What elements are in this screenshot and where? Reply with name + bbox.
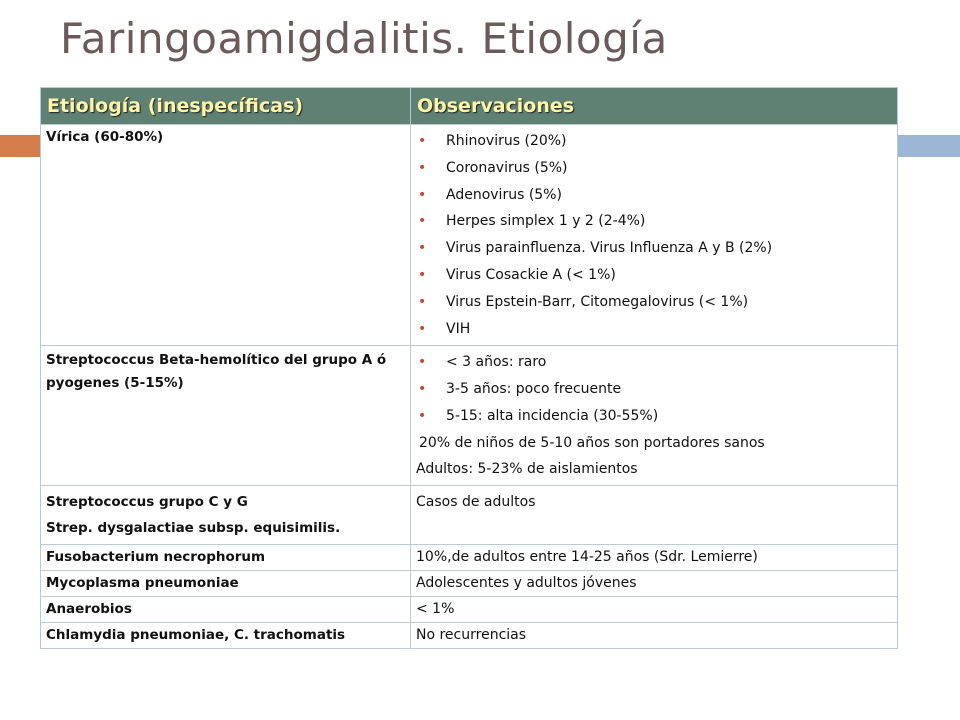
table-row [41, 596, 898, 622]
list-item: • 3-5 años: poco frecuente [416, 376, 892, 403]
table-row [41, 125, 898, 346]
observation-cell: Adolescentes y adultos jóvenes [411, 570, 898, 596]
cause-cell: Fusobacterium necrophorum [41, 544, 411, 570]
accent-bar-left [0, 135, 40, 157]
observation-list [416, 349, 892, 429]
list-item: • Herpes simplex 1 y 2 (2-4%) [416, 208, 892, 235]
table-row [41, 485, 898, 544]
list-item: • 5-15: alta incidencia (30-55%) [416, 403, 892, 430]
table-header-row [41, 88, 898, 125]
cause-label-line: Streptococcus grupo C y G [46, 493, 248, 510]
list-item: • Virus Epstein-Barr, Citomegalovirus (< 1%) [416, 289, 892, 316]
cause-cell: Mycoplasma pneumoniae [41, 570, 411, 596]
list-item: • < 3 años: raro [416, 349, 892, 376]
list-item: • Rhinovirus (20%) [416, 128, 892, 155]
etiology-table [40, 87, 898, 649]
column-header-observations: Observaciones [411, 88, 898, 125]
list-item: • Adenovirus (5%) [416, 182, 892, 209]
cause-cell [41, 346, 411, 485]
table-row [41, 570, 898, 596]
observation-list [416, 128, 892, 342]
table-row [41, 544, 898, 570]
cause-cell [41, 125, 411, 346]
list-item: • Coronavirus (5%) [416, 155, 892, 182]
list-item: • Virus parainfluenza. Virus Influenza A y B (2%) [416, 235, 892, 262]
observation-cell [411, 346, 898, 485]
observation-text: Casos de adultos [416, 493, 536, 510]
cause-cell [41, 485, 411, 544]
table-row [41, 622, 898, 648]
list-item: • Virus Cosackie A (< 1%) [416, 262, 892, 289]
observation-note: Adultos: 5-23% de aislamientos [416, 460, 638, 477]
cause-label-line: Streptococcus Beta-hemolítico del grupo A ó [46, 352, 387, 369]
table-row [41, 346, 898, 485]
observation-cell: 10%,de adultos entre 14-25 años (Sdr. Lemierre) [411, 544, 898, 570]
cause-label-line: pyogenes (5-15%) [46, 375, 184, 392]
cause-label-line: Strep. dysgalactiae subsp. equisimilis. [46, 519, 341, 536]
cause-label: Vírica (60-80%) [46, 129, 164, 145]
slide-title: Faringoamigdalitis. Etiología [60, 14, 668, 63]
observation-cell [411, 485, 898, 544]
cause-cell: Anaerobios [41, 596, 411, 622]
accent-bar-right [898, 135, 960, 157]
column-header-etiology: Etiología (inespecíficas) [41, 88, 411, 125]
list-item: • VIH [416, 316, 892, 343]
observation-cell: < 1% [411, 596, 898, 622]
observation-cell: No recurrencias [411, 622, 898, 648]
observation-cell [411, 125, 898, 346]
observation-note: 20% de niños de 5-10 años son portadores sanos [419, 434, 765, 451]
cause-cell: Chlamydia pneumoniae, C. trachomatis [41, 622, 411, 648]
